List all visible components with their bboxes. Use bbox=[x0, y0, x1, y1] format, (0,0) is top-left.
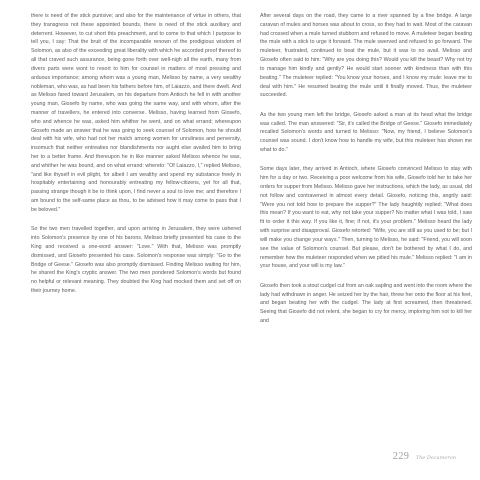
paragraph: there is need of the stick punisive; and also for the maintenance of virtue in others, that they transgress not these appointed bounds, there is need of the stick auxiliary and deterrent. However, to cut short this preachment, and to come to that which I purpose to tell you, I say: That the bruit of the incomparable renown of the prodigious wisdom of Solomon, as also of the exceeding great liberality with which he accorded proof thereof to all that craved such assurance, being gone forth over well-nigh all the earth, many from divers parts were wont to resort to him for counsel in matters of most pressing and arduous importance; among whom was a young man, Melisso by name, a very wealthy nobleman, who was, as had been his fathers before him, of Laiazzo, and there dwelt. And as Melisso fared toward Jerusalem, on his departure from Antioch he fell in with another young man, Giosefo by name, who was going the same way, and with whom, after the manner of travellers, he entered into converse. Melisso, having learned from Giosefo, who and whence he was, asked him whither he went, and on what errand; whereupon Giosefo made an answer that he was going to seek counsel of Solomon, how he should deal with his wife, who had not her match among women for unruliness and perversity, insomuch that neither entreaties nor blandishments nor aught else availed him to bring her to a better frame. And thereupon he in like manner asked Melisso whence he was, and whither he was bound, and on what errand: whereto: "Of Laiazzo, I," replied Melisso, "and like thyself in evil plight, for albeit I am wealthy and spend my substance freely in hospitably entertaining and honourably entreating my fellow-citizens, yet for all that, passing strange though it be to think upon, I find never a soul to love me; and therefore I am bound to the self-same place as thou, to be advised how it may come to pass that I be beloved." bbox=[31, 13, 241, 213]
paragraph: Some days later, they arrived in Antioch, where Giosefo convinced Melisso to stay with him for a day or two. Receiving a poor welcome from his wife, Giosefo told her to take her orders for supper from Melisso. Melisso gave her instructions, which the lady, as usual, did not follow and contravened in almost every detail. Giosefo, noticing this, angrily said: "Were you not told how to prepare the supper?" The lady haughtily replied: "What does this mean? If you want to eat, why not take your supper? No matter what I was told, I saw fit to order it this way. If you like it, fine; if not, it's your problem." Melisso heard the lady with surprise and disapproval. Giosefo retorted: "Wife, you are still as you used to be; but I will make you change your ways." Then, turning to Melisso, he said: "Friend, you will soon see the value of Solomon's counsel. But please, don't be bothered by what I do, and remember how the muleteer responded when we pitied his mule." Melisso replied: "I am in your house, and your will is my law." bbox=[260, 166, 472, 270]
page-number: 229 bbox=[392, 451, 410, 462]
paragraph: Giosefo then took a stout cudgel cut from an oak sapling and went into the room where the lady had withdrawn in anger. He seized her by the hair, threw her onto the floor at his feet, and began beating her with the cudgel. The lady at first screamed, then threatened. Seeing that Giosefo did not relent, she began to cry for mercy, imploring him not to kill her and bbox=[260, 282, 472, 324]
right-text-column bbox=[260, 12, 472, 336]
running-title: The Decameron bbox=[415, 455, 456, 461]
paragraph: As the two young men left the bridge, Giosefo asked a man at its head what the bridge was called. The man answered: "Sir, it's called the Bridge of Geese." Giosefo immediately recalled Solomon's words and turned to Melisso: "Now, my friend, I believe Solomon's counsel was sound. I don't know how to handle my wife, but this muleteer has shown me what to do." bbox=[260, 111, 472, 153]
page-footer bbox=[393, 446, 456, 464]
paragraph: So the two men travelled together, and upon arriving in Jerusalem, they were ushered into Solomon's presence by one of his barons. Melisso briefly presented his case to the King and received a one-word answer: "Love." With that, Melisso was promptly dismissed, and Giosefo presented his case. Solomon's response was simply: "Go to the Bridge of Geese." Giosefo was also promptly dismissed. Finding Melisso waiting for him, he shared the King's cryptic answer. The two men pondered Solomon's words but found no helpful or relevant meaning. They doubted the King had mocked them and set off on their journey home. bbox=[31, 226, 241, 294]
left-text-column bbox=[31, 12, 241, 306]
paragraph: After several days on the road, they came to a river spanned by a fine bridge. A large caravan of mules and horses was about to cross, so they had to wait. Most of the caravan had crossed when a mule turned stubborn and refused to move. A muleteer began beating the mule with a stick to urge it forward. The mule swerved and refused to go forward. The muleteer, frustrated, continued to beat the mule, but it was to no avail. Melisso and Giosefo often said to him: "Why are you doing this? Would you kill the beast? Why not try to manage him kindly and gently? He would start sooner with kindness than with this beating." The muleteer replied: "You know your horses, and I know my mule: leave me to deal with him." He resumed beating the mule until it finally moved. Thus, the muleteer succeeded. bbox=[260, 13, 472, 99]
